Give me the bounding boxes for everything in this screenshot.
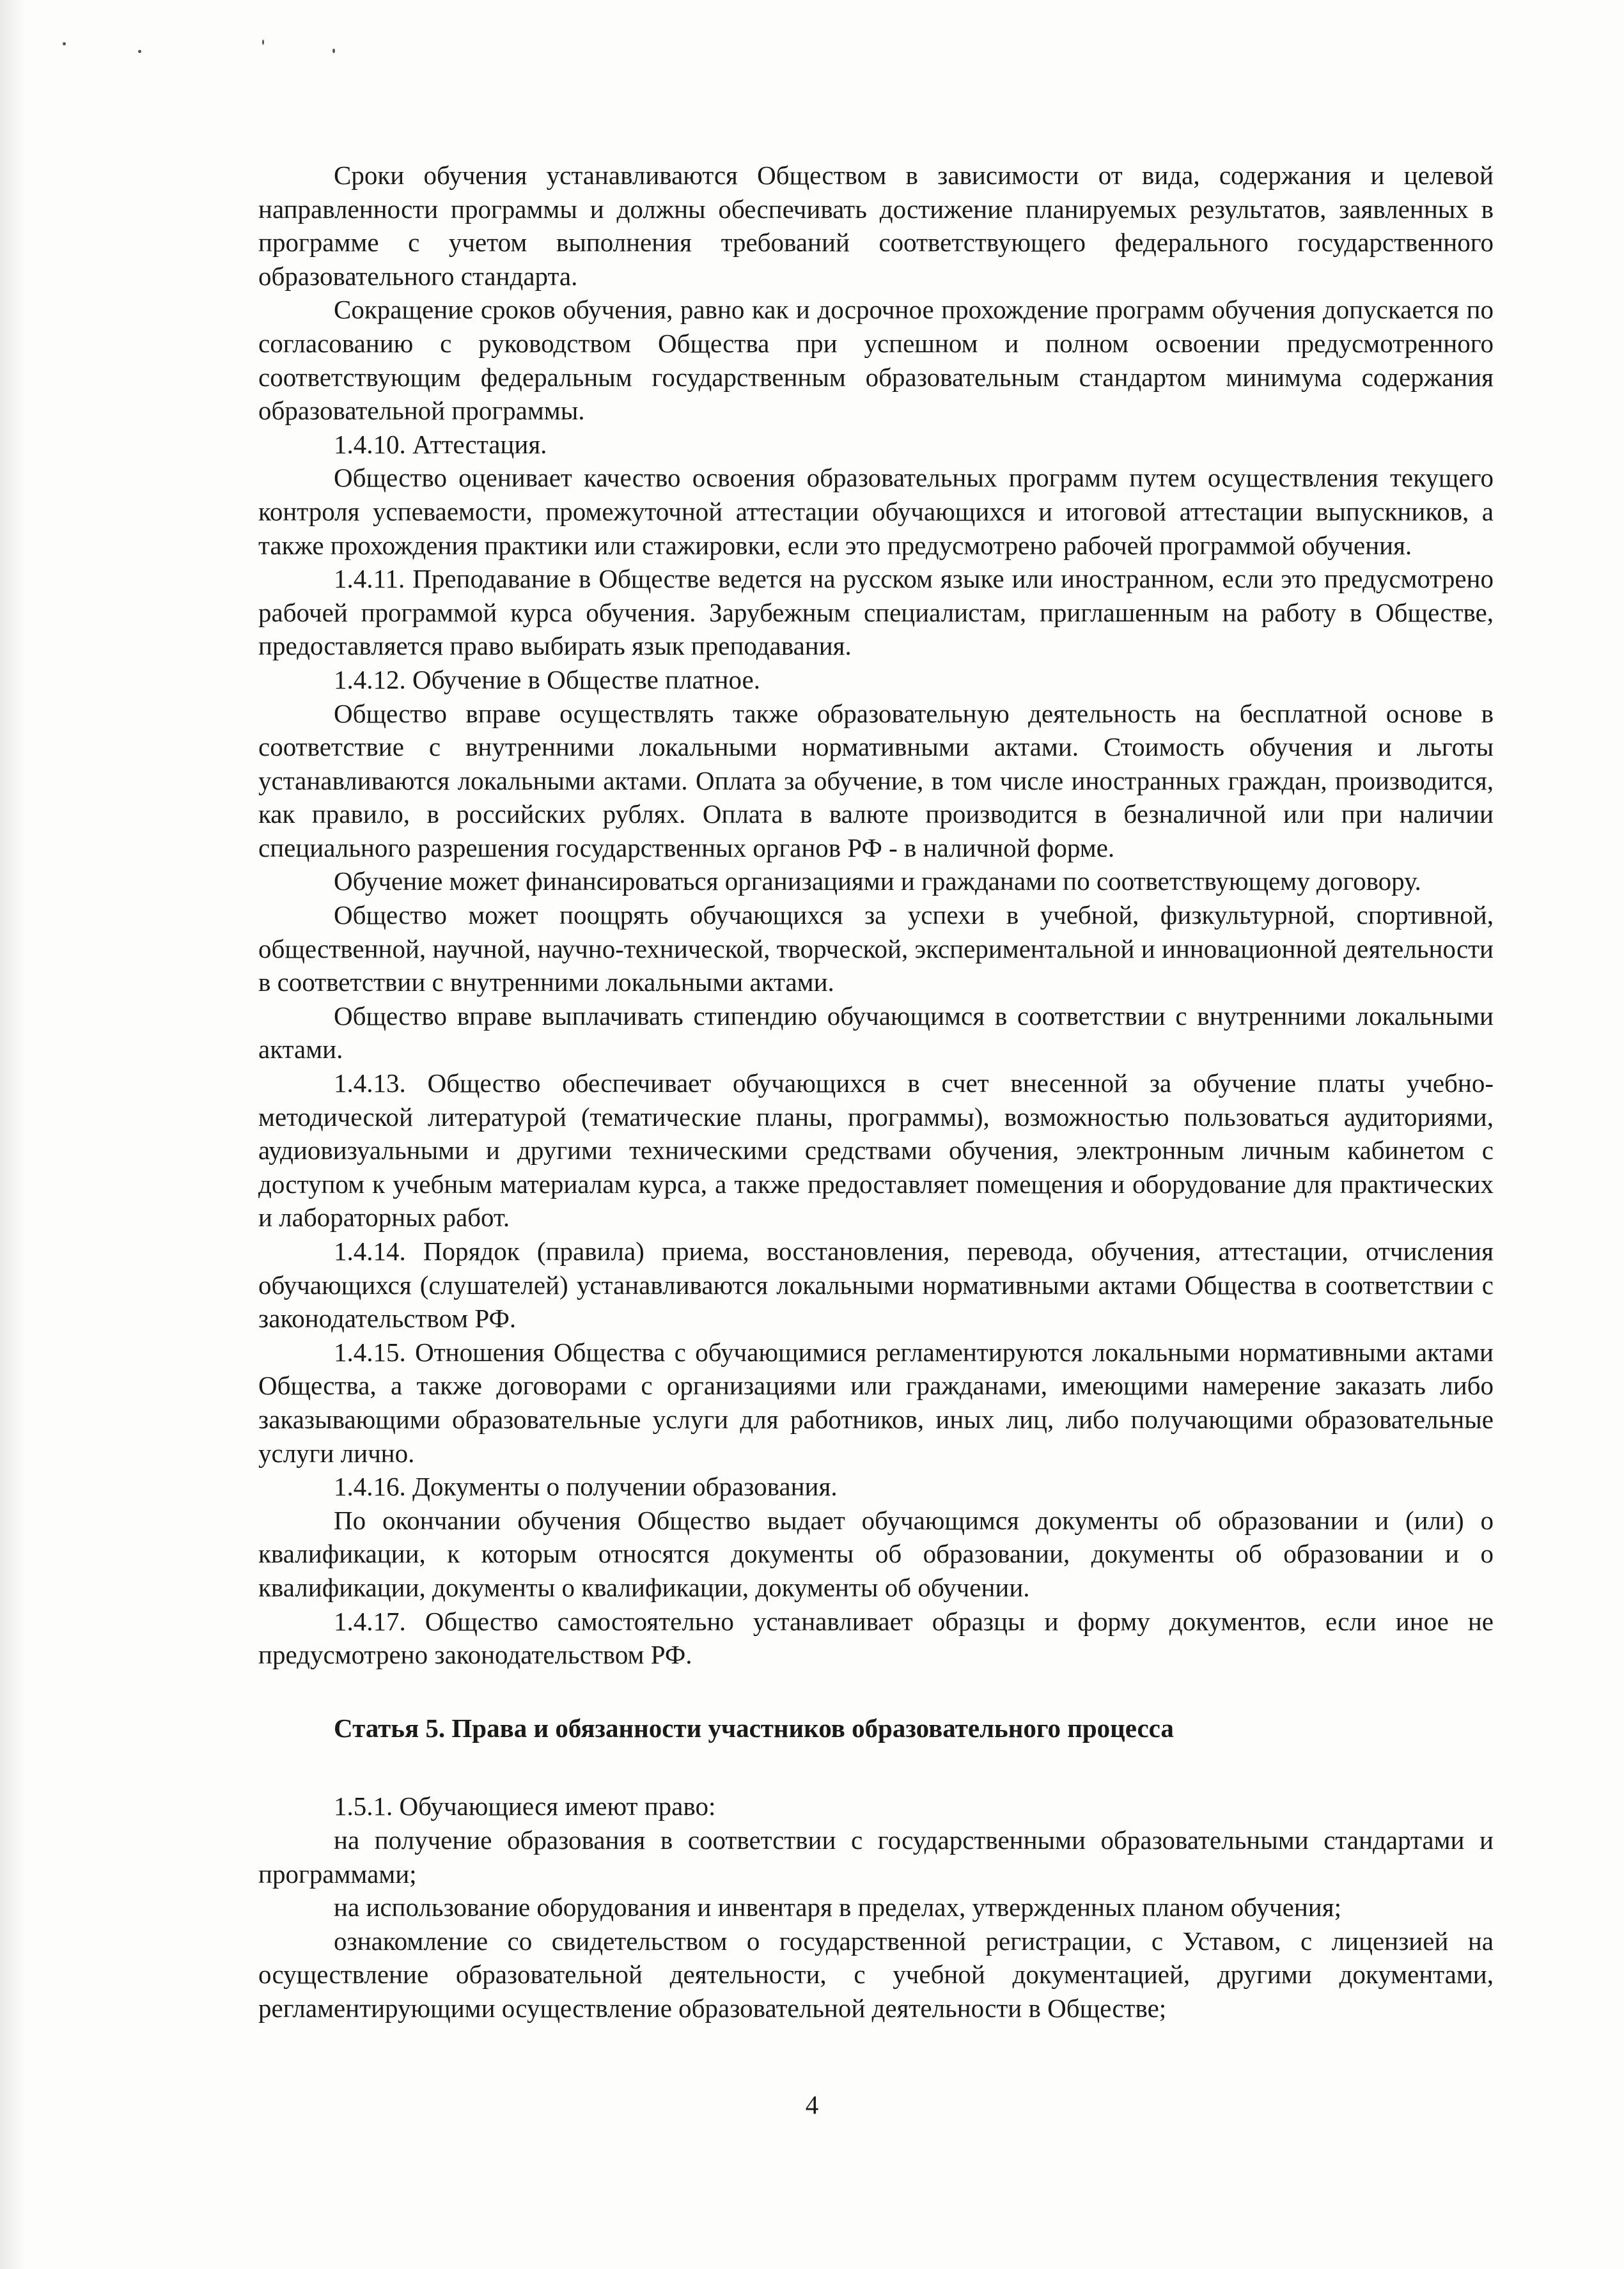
paragraph: 1.4.14. Порядок (правила) приема, восстановления, перевода, обучения, аттестации, отчисления обучающихся (слушателей) устанавливаются локальными нормативными актами Общества в соответствии с законодательством РФ. — [258, 1236, 1494, 1334]
scan-edge-shadow — [0, 0, 26, 2269]
paragraph: на получение образования в соответствии с государственными образовательными стандартами и программами; — [258, 1825, 1494, 1889]
scan-speck — [138, 50, 141, 53]
paragraph: По окончании обучения Общество выдает обучающимся документы об образовании и (или) о квалификации, к которым относятся документы об образовании, документы об образовании и о квалификации, документы о квалификации, документы об обучении. — [258, 1505, 1494, 1602]
paragraph: 1.5.1. Обучающиеся имеют право: — [334, 1791, 716, 1821]
paragraph: 1.4.10. Аттестация. — [334, 429, 547, 459]
page-number: 4 — [805, 2090, 819, 2119]
paragraph: на использование оборудования и инвентаря в пределах, утвержденных планом обучения; — [334, 1892, 1341, 1922]
paragraph: 1.4.16. Документы о получении образования. — [334, 1472, 838, 1502]
section-heading: Статья 5. Права и обязанности участников образовательного процесса — [334, 1713, 1174, 1743]
paragraph: ознакомление со свидетельством о государственной регистрации, с Уставом, с лицензией на осуществление образовательной деятельности, с учебной документацией, другими документами, регламентирующими осуществление образовательной деятельности в Обществе; — [258, 1926, 1494, 2023]
paragraph: 1.4.15. Отношения Общества с обучающимися регламентируются локальными нормативными актами Общества, а также договорами с организациями или гражданами, имеющими намерение заказать либо заказывающими образовательные услуги для работников, иных лиц, либо получающими образовательные услуги лично. — [258, 1337, 1494, 1468]
paragraph: Общество оценивает качество освоения образовательных программ путем осуществления текущего контроля успеваемости, промежуточной аттестации обучающихся и итоговой аттестации выпускников, а также прохождения практики или стажировки, если это предусмотрено рабочей программой обучения. — [258, 463, 1494, 560]
paragraph: Общество вправе осуществлять также образовательную деятельность на бесплатной основе в соответствие с внутренними локальными нормативными актами. Стоимость обучения и льготы устанавливаются локальными актами. Оплата за обучение, в том числе иностранных граждан, производится, как правило, в российских рублях. Оплата в валюте производится в безналичной или при наличии специального разрешения государственных органов РФ - в наличной форме. — [258, 698, 1494, 862]
scan-speck — [262, 40, 264, 45]
paragraph: 1.4.13. Общество обеспечивает обучающихся в счет внесенной за обучение платы учебно-методической литературой (тематические планы, программы), возможностью пользоваться аудиториями, аудиовизуальными и другими техническими средствами обучения, электронным личным кабинетом с доступом к учебным материалам курса, а также предоставляет помещения и оборудование для практических и лабораторных работ. — [258, 1068, 1494, 1233]
paragraph: 1.4.11. Преподавание в Обществе ведется на русском языке или иностранном, если это предусмотрено рабочей программой курса обучения. Зарубежным специалистам, приглашенным на работу в Обществе, предоставляется право выбирать язык преподавания. — [258, 564, 1494, 661]
scan-speck — [63, 42, 66, 45]
paragraph: Сроки обучения устанавливаются Обществом в зависимости от вида, содержания и целевой направленности программы и должны обеспечивать достижение планируемых результатов, заявленных в программе с учетом выполнения требований соответствующего федерального государственного образовательного стандарта. — [258, 160, 1494, 291]
paragraph: Общество вправе выплачивать стипендию обучающимся в соответствии с внутренними локальными актами. — [258, 1001, 1494, 1064]
paragraph: 1.4.17. Общество самостоятельно устанавливает образцы и форму документов, если иное не предусмотрено законодательством РФ. — [258, 1606, 1494, 1670]
document-body — [258, 159, 1494, 2025]
paragraph: 1.4.12. Обучение в Обществе платное. — [334, 664, 760, 694]
paragraph: Сокращение сроков обучения, равно как и досрочное прохождение программ обучения допускается по согласованию с руководством Общества при успешном и полном освоении предусмотренного соответствующим федеральным государственным образовательным стандартом минимума содержания образовательной программы. — [258, 295, 1494, 426]
scan-speck — [332, 49, 335, 53]
paragraph: Общество может поощрять обучающихся за успехи в учебной, физкультурной, спортивной, общественной, научной, научно-технической, творческой, экспериментальной и инновационной деятельности в соответствии с внутренними локальными актами. — [258, 900, 1494, 997]
paragraph: Обучение может финансироваться организациями и гражданами по соответствующему договору. — [334, 866, 1421, 896]
